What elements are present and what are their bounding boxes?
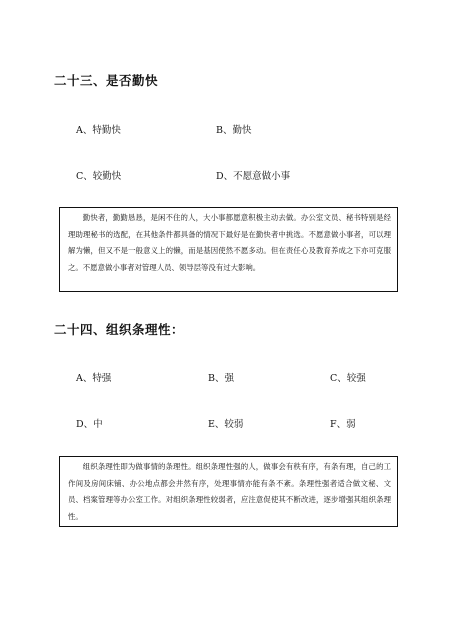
- option-23-b: B、勤快: [216, 125, 252, 136]
- option-24-a: A、特强: [76, 373, 112, 384]
- option-24-c: C、较强: [330, 373, 366, 384]
- option-24-d: D、中: [76, 419, 103, 430]
- option-24-e: E、较弱: [208, 419, 244, 430]
- section-24-note-text: 组织条理性即为做事情的条理性。组织条理性强的人，做事会有秩有序，有条有理，自己的工作间及房间床铺、办公地点都会井然有序，处理事情亦能有条不紊。条理性强者适合做文秘、文员、档案管理等办公室工作。对组织条理性较弱者，应注意促使其不断改进，逐步增强其组织条理性。: [68, 462, 391, 521]
- section-23-note-box: [59, 207, 398, 292]
- option-23-a: A、特勤快: [76, 125, 121, 136]
- section-24-heading: 二十四、组织条理性：: [54, 322, 185, 337]
- option-23-d: D、不愿意做小事: [216, 171, 291, 182]
- option-23-c: C、较勤快: [76, 171, 122, 182]
- section-24-note-box: [59, 456, 398, 527]
- section-23-note-text: 勤快者，勤勤恳恳，是闲不住的人，大小事都愿意积极主动去做。办公室文员、秘书特别是经理助理秘书的选配，在其他条件都具备的情况下最好是在勤快者中挑选。不愿意做小事者，可以理解为懒，但又不是一般意义上的懒，而是基因使然不愿多动。但在责任心及教育养成之下亦可克服之。不愿意做小事者对管理人员、领导层等没有过大影响。: [68, 213, 391, 272]
- section-23-heading: 二十三、是否勤快: [54, 73, 159, 88]
- option-24-b: B、强: [208, 373, 234, 384]
- option-24-f: F、弱: [330, 419, 356, 430]
